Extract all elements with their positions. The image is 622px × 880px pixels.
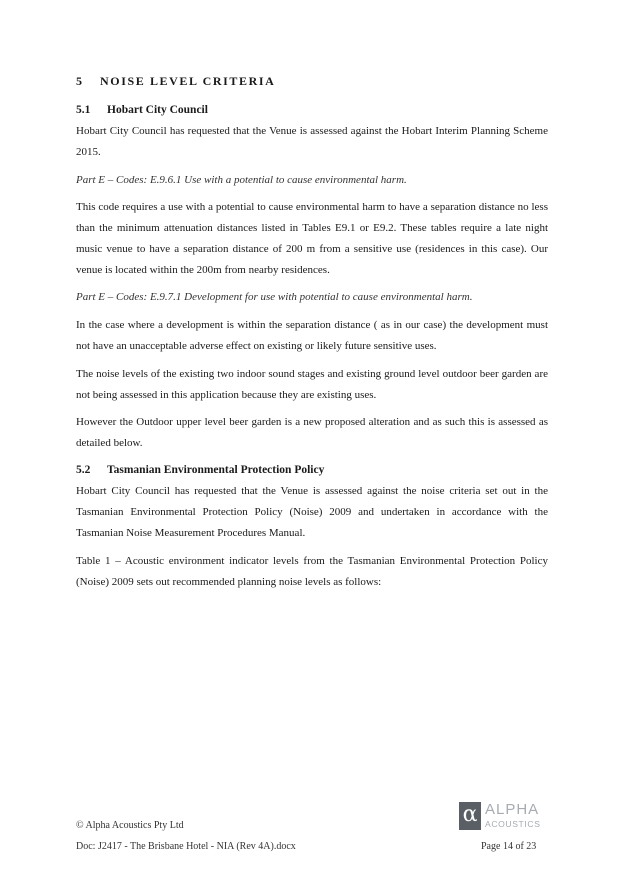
section-title: NOISE LEVEL CRITERIA [100,74,276,88]
paragraph-development: In the case where a development is within the separation distance ( as in our case) the development must not have an unacceptable adverse effect on existing or likely future sensitive uses. [76,319,548,352]
footer-copyright: © Alpha Acoustics Pty Ltd [76,820,184,831]
subsection-number: 5.2 [76,464,91,476]
section-heading [76,74,275,89]
subsection-title: Tasmanian Environmental Protection Policy [107,464,325,476]
paragraph-epp-criteria: Hobart City Council has requested that the Venue is assessed against the noise criteria set out in the Tasmanian Environmental Protection Policy (Noise) 2009 and undertaken in accordance with the Tasmanian Noise Measurement Procedures Manual. [76,485,548,539]
paragraph-beer-garden: However the Outdoor upper level beer garden is a new proposed alteration and as such this is assessed as detailed below. [76,416,548,449]
subsection-title: Hobart City Council [107,104,208,116]
logo-text-alpha: ALPHA [485,801,540,818]
subsection-heading-5-2 [76,464,324,476]
alpha-acoustics-logo [459,802,549,832]
paragraph-intro: Hobart City Council has requested that the Venue is assessed against the Hobart Interim Planning Scheme 2015. [76,125,548,158]
alpha-logo-icon: α [459,802,481,830]
footer-page-number: Page 14 of 23 [481,841,537,852]
code-reference-2: Part E – Codes: E.9.7.1 Development for use with potential to cause environmental harm. [76,291,473,303]
footer-doc-name: Doc: J2417 - The Brisbane Hotel - NIA (Rev 4A).docx [76,841,296,852]
paragraph-existing-uses: The noise levels of the existing two indoor sound stages and existing ground level outdoor beer garden are not being assessed in this application because they are existing uses. [76,368,548,401]
subsection-heading-5-1 [76,104,208,116]
section-number: 5 [76,74,84,88]
subsection-number: 5.1 [76,104,91,116]
paragraph-separation: This code requires a use with a potential to cause environmental harm to have a separation distance no less than the minimum attenuation distances listed in Tables E9.1 or E9.2. These tables require a late night music venue to have a separation distance of 200 m from a sensitive use (residences in this case). Our venue is located within the 200m from nearby residences. [76,201,548,276]
logo-text-acoustics: ACOUSTICS [485,819,541,829]
paragraph-table-intro: Table 1 – Acoustic environment indicator levels from the Tasmanian Environmental Protection Policy (Noise) 2009 sets out recommended planning noise levels as follows: [76,555,548,588]
code-reference-1: Part E – Codes: E.9.6.1 Use with a potential to cause environmental harm. [76,174,407,186]
